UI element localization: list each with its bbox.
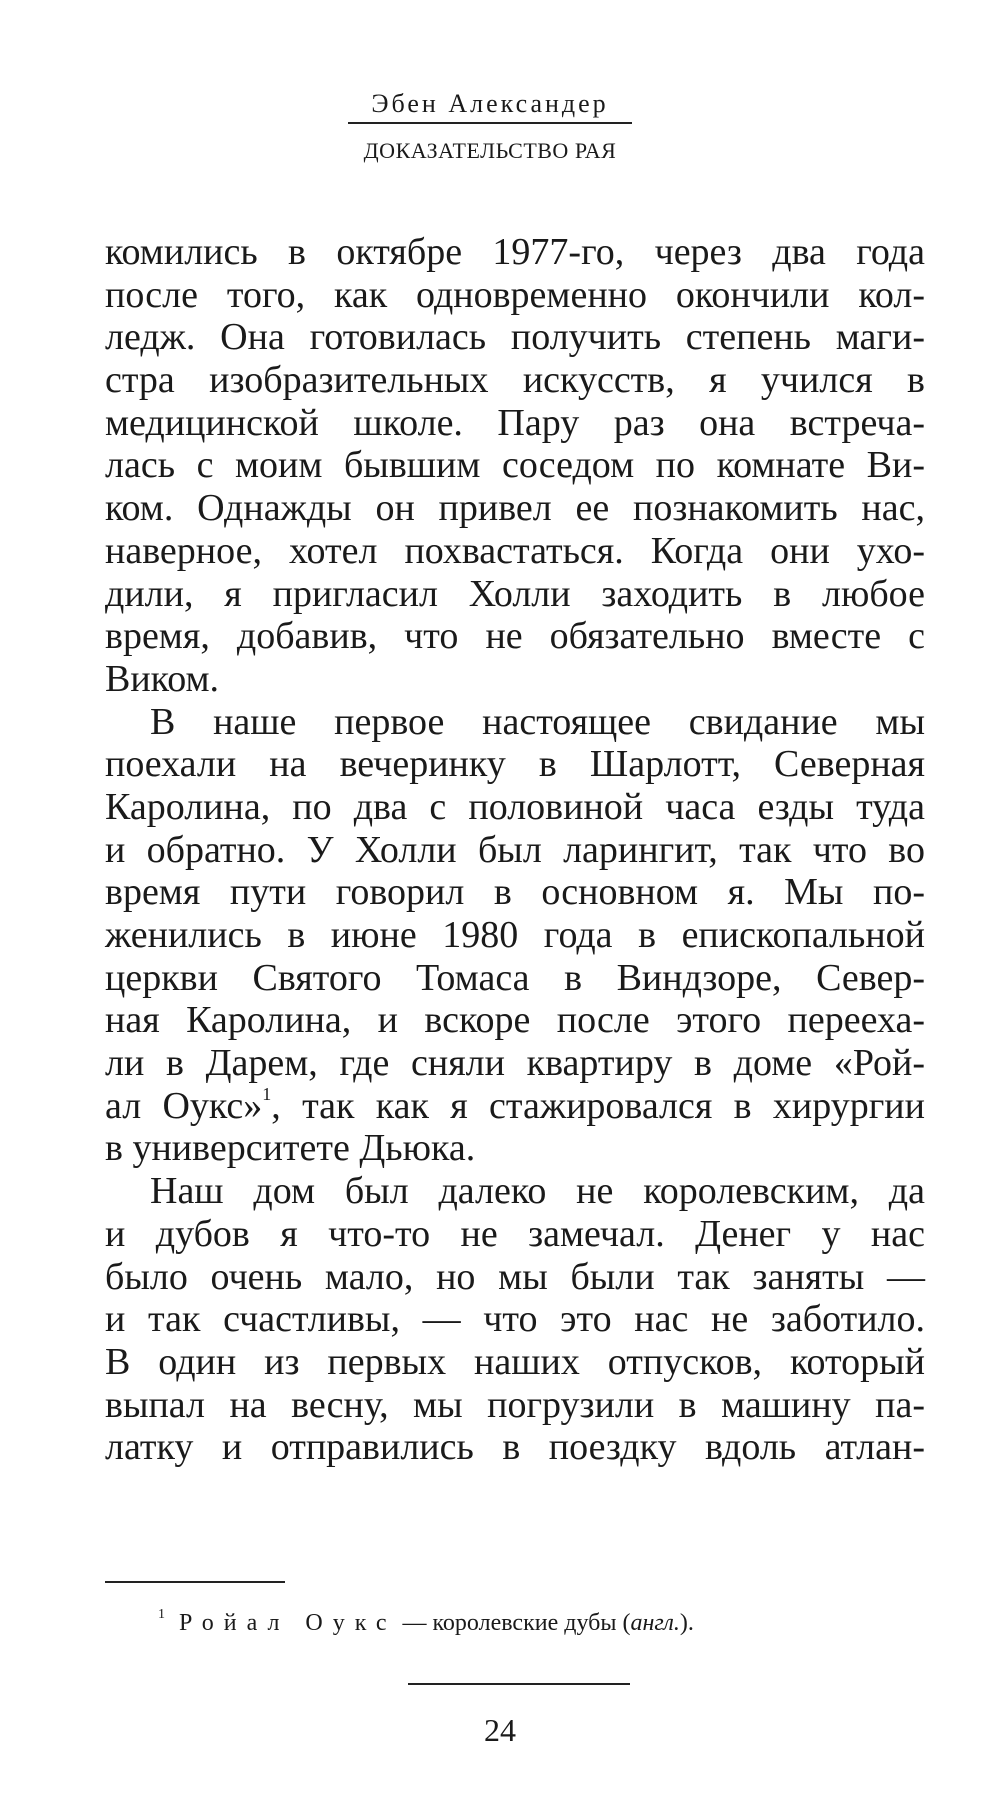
page-number-rule [408,1683,630,1685]
text-line: ледж. Она готовилась получить степень маги- [105,316,925,359]
author-name: Эбен Александер [371,89,609,118]
footnote-number: 1 [158,1607,165,1622]
paragraph-start-line: В наше первое настоящее свидание мы [150,700,925,743]
text-line: латку и отправились в поездку вдоль атлан- [105,1426,925,1469]
text-line: церкви Святого Томаса в Виндзоре, Север- [105,956,925,999]
text-line: было очень мало, но мы были так заняты — [105,1255,925,1298]
footnote-language: англ. [630,1610,680,1636]
body-text [105,231,925,1469]
footnote-term: Ройал Оукс [179,1610,397,1636]
text-line: в университете Дьюка. [105,1127,476,1170]
text-line-with-footnote [105,1085,925,1128]
header-rule [348,122,632,124]
text-line: и так счастливы, — что это нас не заботило. [105,1298,925,1341]
footnote [158,1600,694,1638]
footnote-rule [105,1581,285,1583]
text-line: медицинской школе. Пару раз она встреча- [105,401,925,444]
text-line: лась с моим бывшим соседом по комнате Ви- [105,444,925,487]
running-head [340,88,640,166]
text-segment: ал Оукс» [105,1084,263,1127]
text-line: комились в октябре 1977-го, через два года [105,231,925,273]
text-line: ли в Дарем, где сняли квартиру в доме «Рой- [105,1042,925,1085]
text-line: наверное, хотел похвастаться. Когда они ухо- [105,529,925,572]
footnote-dash: — [396,1610,433,1636]
book-title: ДОКАЗАТЕЛЬСТВО РАЯ [363,138,617,163]
text-line: после того, как одновременно окончили кол- [105,273,925,316]
text-segment: , так как я стажировался в хирургии [271,1084,925,1127]
paragraph-start-line: Наш дом был далеко не королевским, да [150,1170,925,1213]
text-line: и обратно. У Холли был ларингит, так что во [105,828,925,871]
text-line: поехали на вечеринку в Шарлотт, Северная [105,743,925,786]
text-line: выпал на весну, мы погрузили в машину па- [105,1383,925,1426]
footnote-reference: 1 [262,1083,272,1104]
page-number: 24 [484,1712,516,1748]
text-line: время пути говорил в основном я. Мы по- [105,871,925,914]
text-line: стра изобразительных искусств, я учился в [105,359,925,402]
text-line: ная Каролина, и вскоре после этого перееха- [105,999,925,1042]
text-line: В один из первых наших отпусков, который [105,1340,925,1383]
text-line: дили, я пригласил Холли заходить в любое [105,572,925,615]
text-line: ком. Однажды он привел ее познакомить нас, [105,487,925,530]
footnote-close: ). [679,1610,694,1636]
text-line: Каролина, по два с половиной часа езды туда [105,785,925,828]
text-line: Виком. [105,657,220,700]
text-line: женились в июне 1980 года в епископальной [105,914,925,956]
footnote-text: королевские дубы ( [432,1610,631,1636]
text-line: и дубов я что-то не замечал. Денег у нас [105,1212,925,1255]
text-line: время, добавив, что не обязательно вместе с [105,615,925,658]
